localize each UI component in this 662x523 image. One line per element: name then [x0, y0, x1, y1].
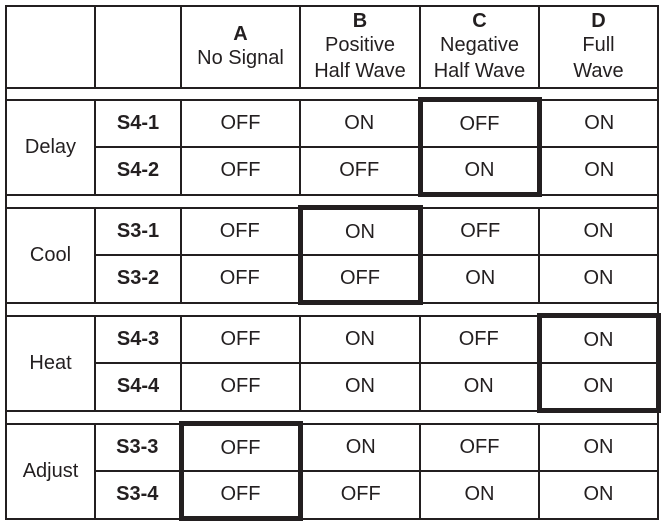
table-row [6, 363, 658, 411]
header-row [6, 6, 658, 88]
switch-state-cell: OFF [181, 100, 300, 148]
table-row [6, 471, 658, 519]
switch-state-cell: ON [420, 363, 539, 411]
switch-label: S3-4 [95, 471, 181, 519]
switch-state-cell: OFF [300, 147, 420, 195]
spacer-row [6, 195, 658, 208]
switch-state-cell: ON [539, 208, 658, 256]
switch-state-cell: OFF [181, 208, 300, 256]
spacer-cell [6, 88, 658, 100]
column-letter: B [352, 10, 368, 32]
switch-state-cell: ON [539, 424, 658, 472]
spacer-row [6, 303, 658, 316]
switch-state-cell: ON [420, 147, 539, 195]
switch-state-cell: ON [539, 363, 658, 411]
spacer-cell [6, 411, 658, 424]
column-header-d [539, 6, 658, 88]
switch-state-cell: ON [539, 471, 658, 519]
column-title: Positive [324, 34, 396, 56]
group-label-cool: Cool [6, 208, 95, 303]
spacer-row [6, 88, 658, 100]
group-label-heat: Heat [6, 316, 95, 411]
switch-state-cell: ON [300, 208, 420, 256]
switch-settings-table [5, 5, 661, 521]
switch-state-cell: ON [539, 316, 658, 364]
column-letter: D [591, 10, 606, 32]
spacer-cell [6, 303, 658, 316]
corner-cell-blank [6, 6, 95, 88]
corner-cell-blank [95, 6, 181, 88]
switch-state-cell: OFF [300, 471, 420, 519]
switch-state-cell: ON [300, 424, 420, 472]
switch-state-cell: OFF [300, 255, 420, 303]
column-letter: C [472, 10, 487, 32]
switch-label: S4-4 [95, 363, 181, 411]
group-label-adjust: Adjust [6, 424, 95, 519]
column-title: No Signal [197, 47, 284, 69]
switch-label: S4-3 [95, 316, 181, 364]
switch-label: S4-2 [95, 147, 181, 195]
switch-state-cell: OFF [181, 147, 300, 195]
table-row [6, 424, 658, 472]
switch-state-cell: ON [300, 316, 420, 364]
switch-label: S3-1 [95, 208, 181, 256]
switch-state-cell: ON [300, 363, 420, 411]
switch-state-cell: OFF [181, 424, 300, 472]
switch-state-cell: OFF [420, 208, 539, 256]
switch-state-cell: ON [539, 255, 658, 303]
group-label-delay: Delay [6, 100, 95, 195]
switch-label: S3-2 [95, 255, 181, 303]
switch-label: S4-1 [95, 100, 181, 148]
switch-state-cell: ON [420, 255, 539, 303]
switch-state-cell: OFF [181, 255, 300, 303]
switch-state-cell: OFF [181, 363, 300, 411]
switch-state-cell: OFF [420, 424, 539, 472]
switch-state-cell: OFF [420, 316, 539, 364]
switch-label: S3-3 [95, 424, 181, 472]
column-title: Half Wave [314, 60, 406, 82]
column-header-a [181, 6, 300, 88]
column-title: Negative [440, 34, 519, 56]
switch-state-cell: ON [539, 100, 658, 148]
switch-state-cell: ON [420, 471, 539, 519]
table-row [6, 208, 658, 256]
switch-state-cell: OFF [420, 100, 539, 148]
spacer-row [6, 411, 658, 424]
switch-state-cell: OFF [181, 316, 300, 364]
table-row [6, 147, 658, 195]
column-title: Full [582, 34, 615, 56]
column-header-b [300, 6, 420, 88]
switch-state-cell: ON [539, 147, 658, 195]
column-title: Half Wave [433, 60, 526, 82]
table-row [6, 316, 658, 364]
column-letter: A [233, 23, 248, 45]
column-header-c [420, 6, 539, 88]
table-row [6, 255, 658, 303]
column-title: Wave [573, 60, 624, 82]
spacer-cell [6, 195, 658, 208]
switch-state-cell: OFF [181, 471, 300, 519]
switch-state-cell: ON [300, 100, 420, 148]
table-row [6, 100, 658, 148]
